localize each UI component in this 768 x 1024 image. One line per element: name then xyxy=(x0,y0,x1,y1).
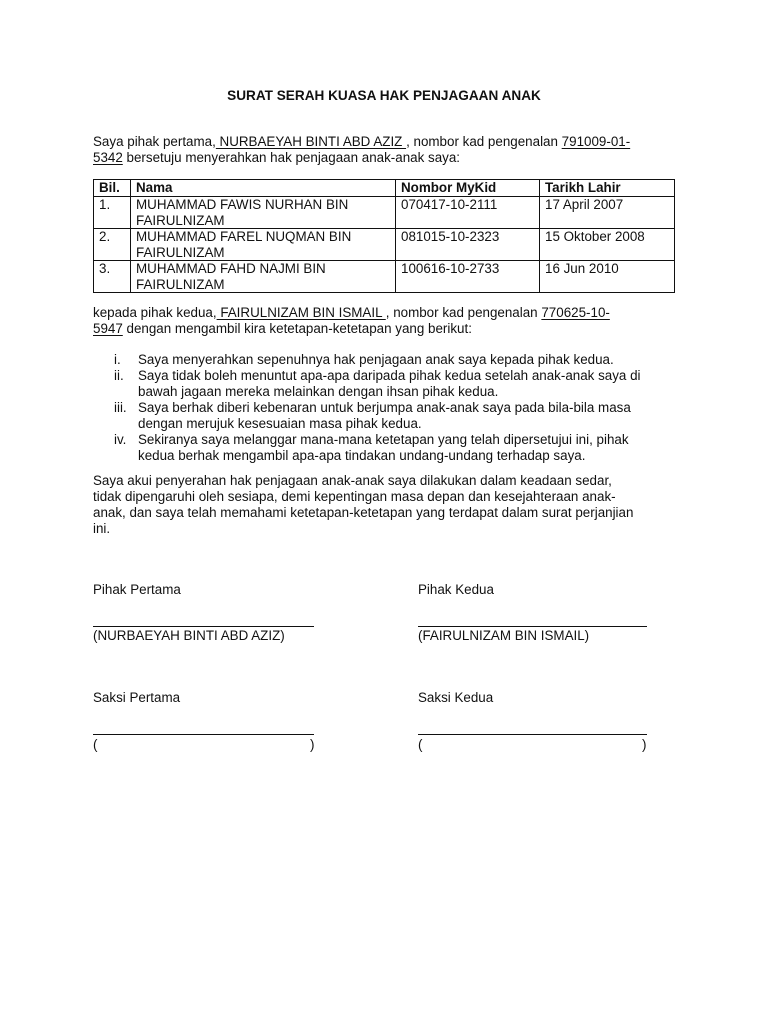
term-text: Saya berhak diberi kebenaran untuk berjumpa anak-anak saya pada bila-bila masa xyxy=(138,400,631,415)
term-number: iv. xyxy=(114,432,127,447)
term-text: Saya menyerahkan sepenuhnya hak penjagaan anak saya kepada pihak kedua. xyxy=(138,352,614,367)
intro-prefix: Saya pihak pertama, xyxy=(93,134,216,149)
table-header-row xyxy=(94,180,675,197)
second-witness-paren-open: ( xyxy=(418,737,423,752)
party2-line-2 xyxy=(93,321,683,337)
cell-mykid: 100616-10-2733 xyxy=(396,261,540,293)
cell-bil: 2. xyxy=(94,229,131,261)
first-party-label: Pihak Pertama xyxy=(93,582,181,597)
cell-nama xyxy=(131,261,396,293)
list-item xyxy=(93,432,683,464)
nama-line-1: MUHAMMAD FAREL NUQMAN BIN xyxy=(136,229,352,244)
first-witness-paren-close: ) xyxy=(310,737,315,752)
term-text: Saya tidak boleh menuntut apa-apa daripada pihak kedua setelah anak-anak saya di xyxy=(138,368,641,383)
party1-ic-end: 5342 xyxy=(93,150,123,165)
declaration-line-2: tidak dipengaruhi oleh sesiapa, demi kepentingan masa depan dan kesejahteraan anak- xyxy=(93,489,616,504)
table-row xyxy=(94,261,675,293)
party1-ic: 791009-01- xyxy=(561,134,631,149)
nama-line-1: MUHAMMAD FAWIS NURHAN BIN xyxy=(136,197,349,212)
nama-line-2: FAIRULNIZAM xyxy=(136,276,225,292)
second-party-signature-line xyxy=(418,626,647,627)
second-party-name: (FAIRULNIZAM BIN ISMAIL) xyxy=(418,628,590,643)
declaration-line-4: ini. xyxy=(93,521,111,536)
party2-prefix: kepada pihak kedua, xyxy=(93,305,217,320)
term-text-cont: kedua berhak mengambil apa-apa tindakan undang-undang terhadap saya. xyxy=(138,448,586,463)
table-row xyxy=(94,197,675,229)
intro-line-1 xyxy=(93,134,683,150)
first-witness-paren-open: ( xyxy=(93,737,98,752)
cell-mykid: 070417-10-2111 xyxy=(396,197,540,229)
first-witness-label: Saksi Pertama xyxy=(93,690,181,705)
cell-mykid: 081015-10-2323 xyxy=(396,229,540,261)
terms-list xyxy=(93,352,683,464)
party1-name: NURBAEYAH BINTI ABD AZIZ xyxy=(215,134,407,149)
intro-line-2 xyxy=(93,150,683,166)
party2-line-1 xyxy=(93,305,683,321)
second-party-label: Pihak Kedua xyxy=(418,582,494,597)
header-mykid: Nombor MyKid xyxy=(396,180,540,197)
list-item xyxy=(93,400,683,432)
intro-mid: , nombor kad pengenalan xyxy=(406,134,562,149)
declaration-line-1: Saya akui penyerahan hak penjagaan anak-anak saya dilakukan dalam keadaan sedar, xyxy=(93,473,612,488)
second-witness-paren-close: ) xyxy=(642,737,647,752)
cell-bil: 3. xyxy=(94,261,131,293)
children-table xyxy=(93,179,675,293)
cell-bil: 1. xyxy=(94,197,131,229)
cell-nama xyxy=(131,229,396,261)
party2-ic-end: 5947 xyxy=(93,321,123,336)
nama-line-2: FAIRULNIZAM xyxy=(136,244,225,260)
first-witness-signature-line xyxy=(93,734,314,735)
party2-name: FAIRULNIZAM BIN ISMAIL xyxy=(216,305,386,320)
list-item xyxy=(93,368,683,400)
party2-ic: 770625-10- xyxy=(541,305,610,320)
cell-tarikh: 15 Oktober 2008 xyxy=(540,229,675,261)
declaration-line-3: anak, dan saya telah memahami ketetapan-ketetapan yang terdapat dalam surat perjanjian xyxy=(93,505,634,520)
intro-suffix: bersetuju menyerahkan hak penjagaan anak-anak saya: xyxy=(122,150,461,165)
term-text-cont: bawah jagaan mereka melainkan dengan ihsan pihak kedua. xyxy=(138,384,499,399)
term-number: ii. xyxy=(114,368,124,383)
term-text-cont: dengan merujuk kesesuaian masa pihak kedua. xyxy=(138,416,422,431)
cell-tarikh: 17 April 2007 xyxy=(540,197,675,229)
first-party-name: (NURBAEYAH BINTI ABD AZIZ) xyxy=(93,628,285,643)
document-title: SURAT SERAH KUASA HAK PENJAGAAN ANAK xyxy=(227,88,541,103)
second-witness-signature-line xyxy=(418,734,647,735)
nama-line-2: FAIRULNIZAM xyxy=(136,212,225,228)
first-party-signature-line xyxy=(93,626,314,627)
header-tarikh: Tarikh Lahir xyxy=(540,180,675,197)
term-number: iii. xyxy=(114,400,127,415)
header-bil: Bil. xyxy=(94,180,131,197)
cell-nama xyxy=(131,197,396,229)
table-row xyxy=(94,229,675,261)
party2-mid: , nombor kad pengenalan xyxy=(385,305,542,320)
nama-line-1: MUHAMMAD FAHD NAJMI BIN xyxy=(136,261,326,276)
term-number: i. xyxy=(114,352,121,367)
list-item xyxy=(93,352,683,368)
term-text: Sekiranya saya melanggar mana-mana ketetapan yang telah dipersetujui ini, pihak xyxy=(138,432,629,447)
party2-suffix: dengan mengambil kira ketetapan-ketetapan yang berikut: xyxy=(122,321,472,336)
header-nama: Nama xyxy=(131,180,396,197)
cell-tarikh: 16 Jun 2010 xyxy=(540,261,675,293)
second-witness-label: Saksi Kedua xyxy=(418,690,494,705)
